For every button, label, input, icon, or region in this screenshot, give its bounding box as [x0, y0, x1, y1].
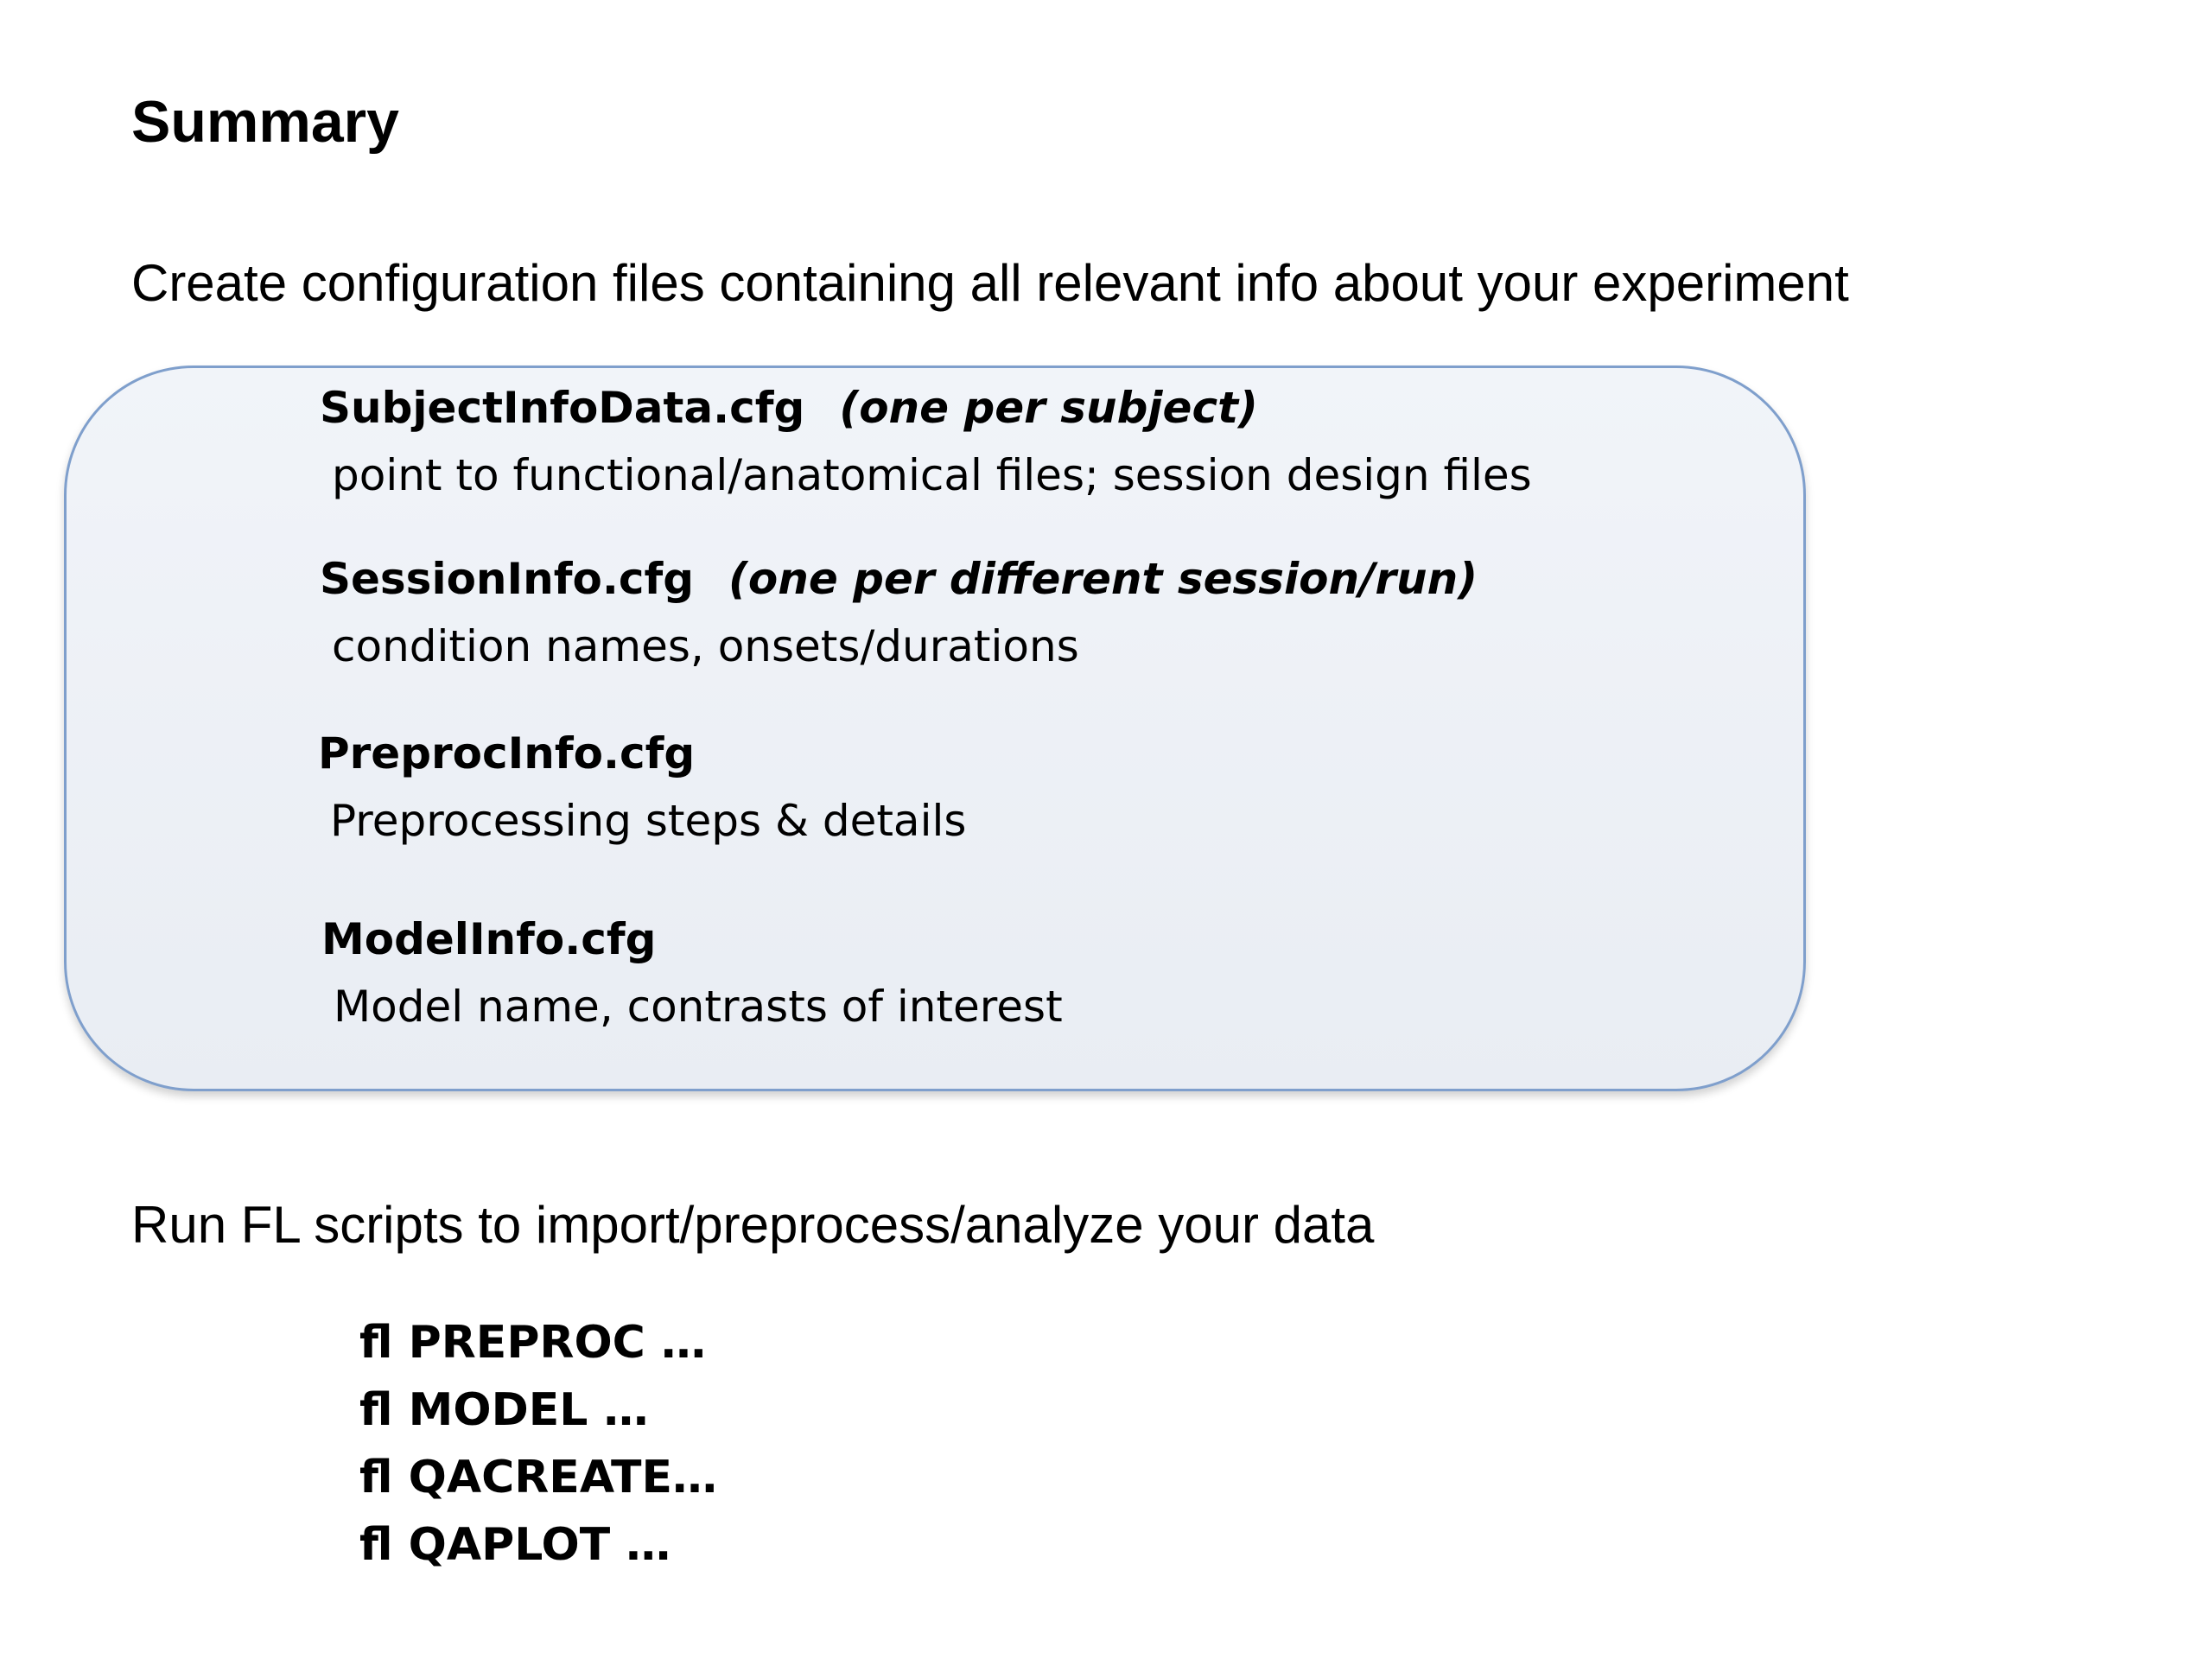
config-entry-modelinfo — [321, 912, 1063, 1034]
config-file-name: ModelInfo.cfg — [321, 914, 657, 964]
config-entry-sessioninfo — [320, 551, 1478, 674]
command-preproc: fl PREPROC … — [359, 1317, 706, 1369]
command-model: fl MODEL … — [359, 1384, 649, 1436]
config-file-name: SubjectInfoData.cfg — [320, 383, 805, 433]
command-list — [359, 1309, 717, 1579]
config-file-description: Model name, contrasts of interest — [334, 982, 1063, 1032]
command-qaplot: fl QAPLOT … — [359, 1519, 671, 1571]
config-entry-preprocinfo — [318, 726, 966, 849]
config-file-description: point to functional/anatomical files; session design files — [332, 450, 1532, 500]
intro-text: Create configuration files containing all relevant info about your experiment — [131, 254, 1849, 312]
slide-title: Summary — [131, 89, 399, 155]
config-file-description: Preprocessing steps & details — [330, 796, 967, 846]
config-file-name: SessionInfo.cfg — [320, 554, 695, 604]
config-file-name: PreprocInfo.cfg — [318, 728, 696, 779]
command-qacreate: fl QACREATE… — [359, 1452, 718, 1503]
run-scripts-text: Run FL scripts to import/preprocess/analyze your data — [131, 1196, 1375, 1254]
config-file-note: (one per subject) — [839, 383, 1258, 433]
config-file-description: condition names, onsets/durations — [332, 621, 1079, 671]
config-entry-subjectinfo — [320, 380, 1532, 503]
config-file-note: (one per different session/run) — [728, 554, 1478, 604]
